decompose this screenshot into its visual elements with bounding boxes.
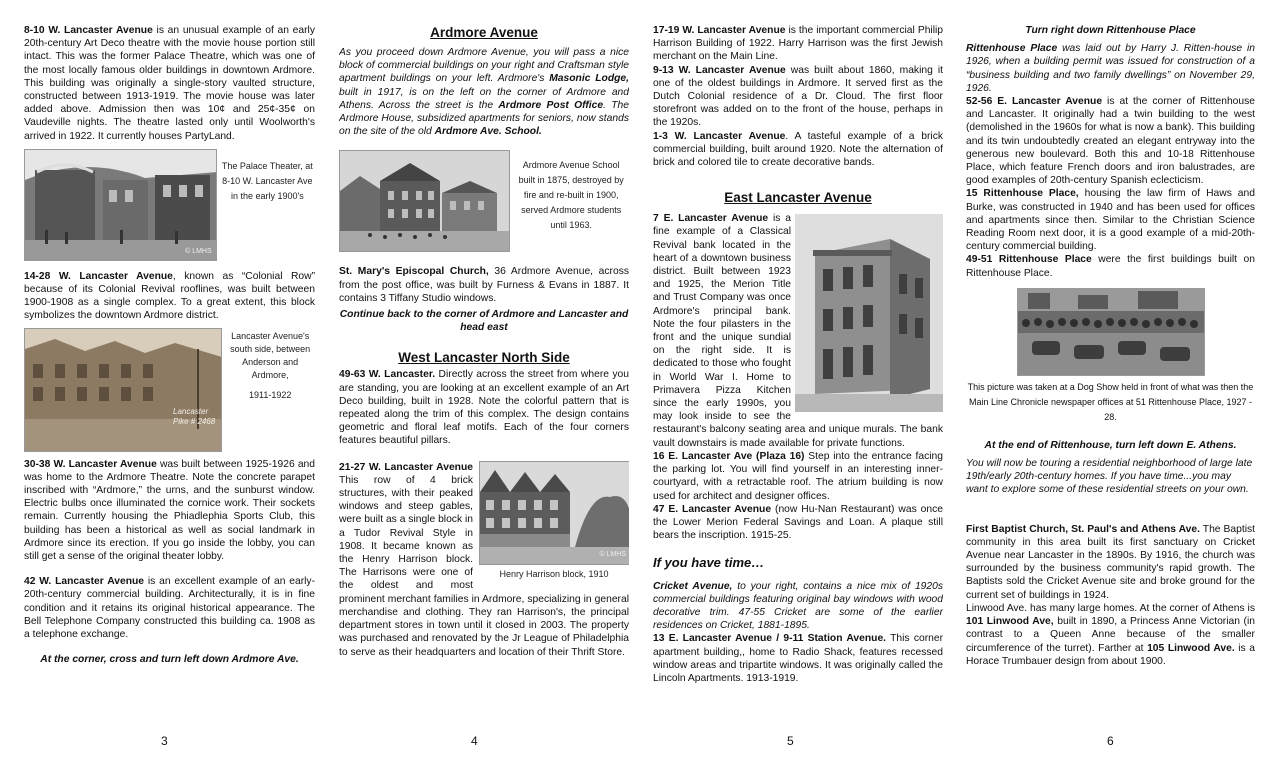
ardmore-school-photo: [339, 150, 510, 252]
harrison-block-photo: © LMHS: [479, 461, 629, 565]
page-number-5: 5: [787, 734, 794, 748]
east-lancaster-heading: East Lancaster Avenue: [724, 190, 872, 206]
plaza-16-paragraph: 16 E. Lancaster Ave (Plaza 16) Step into the entrance facing the parking lot. You will find yourself in an interesting inner-courtyard, with a retractable roof. The atrium building is now used for architect and designer offices.: [653, 450, 943, 502]
if-you-have-time-heading: If you have time…: [653, 555, 765, 571]
photo-sign-text: Lancaster Pike # 2468: [173, 406, 216, 426]
ardmore-school-caption: Ardmore Avenue School built in 1875, destroyed by fire and re-built in 1900, served Ardmore students until 1963.: [518, 160, 624, 231]
art-deco-paragraph: 49-63 W. Lancaster. Directly across the street from where you are standing, you are looking at an excellent example of an Art Deco building, built in 1928. Note the colorful pattern that is repeated along the trim of this complex. The design contains geometric and floral leaf motifs. Each of the four corners features beautiful pillars.: [339, 369, 629, 447]
lancaster-south-side-caption: Lancaster Avenue's south side, between Anderson and Ardmore, 1911-1922: [230, 330, 311, 400]
cricket-avenue-paragraph: Cricket Avenue, to your right, contains a nice mix of 1920s commercial buildings featuring original bay windows with wood decorative trim. 47-55 Cricket are some of the earlier residences on Cricket, 1881-1895.: [653, 580, 943, 632]
haws-burke-paragraph: 15 Rittenhouse Place, housing the law firm of Haws and Burke, was constructed in 1940 and has been used for offices and apartments since then. Similar to the Christian Science Reading Room next door, it is a good example of a mid-20th-century commercial building.: [966, 188, 1255, 253]
harrison-block-caption: Henry Harrison block, 1910: [499, 568, 609, 579]
page-3-column: [24, 24, 315, 666]
merion-bank-photo: [795, 214, 943, 412]
lincoln-apartments-paragraph: 13 E. Lancaster Avenue / 9-11 Station Avenue. This corner apartment building,, home to Radio Shack, features recessed window areas and tripartite windows. It was originally called the Lincoln Apartments. 1913-1919.: [653, 633, 943, 684]
ardmore-avenue-heading: Ardmore Avenue: [430, 25, 538, 40]
direction-athens: At the end of Rittenhouse, turn left down E. Athens.: [984, 439, 1237, 451]
rittenhouse-place-paragraph: Rittenhouse Place was laid out by Harry J. Ritten-house in 1926, when a building permit was issued for construction of a “business building and two family dwellings” on November 29, 1926.: [966, 43, 1255, 94]
page-5-column: [653, 24, 943, 685]
philip-harrison-paragraph: 17-19 W. Lancaster Avenue is the important commercial Philip Harrison Building of 1922. Harry Harrison was the first Jewish merchant on the Main Line.: [653, 25, 943, 63]
west-lancaster-heading: West Lancaster North Side: [398, 350, 570, 366]
harrison-block-paragraph: © LMHS Henry Harrison block, 1910 21-27 W. Lancaster Avenue This row of 4 brick structures, with their peaked windows and steep gables, were built as a single block in a Tudor Revival Style in 1908. It became known as the Henry Harrison block. The Harrisons were one of the oldest and most prominent merchant families in Ardmore, specializing in general merchandise and clothing. They ran Harrison's, the principal department stores in town until it closed in 2003. The property was purchased and renovated by the Jr League of Philadelphia to serve as their headquarters and location of their Thrift Store.: [339, 461, 629, 658]
colonial-row-paragraph: 14-28 W. Lancaster Avenue, known as “Colonial Row” because of its Colonial Revival rooflines, was built between 1900-1908 as a single complex. To a great extent, this block symbolizes the downtown Ardmore district.: [24, 270, 315, 322]
spanish-eclecticism-paragraph: 52-56 E. Lancaster Avenue is at the corner of Rittenhouse and Lancaster. It originally had a twin building to the west (demolished in the 1960s for what is now a bank). This building and its twin undoubtedly created an elegant entryway into the generous new boulevard. Both this and 10-18 Rittenhouse Place, which feature French doors and iron balustrades, are good examples of 20th-century Spanish eclecticism.: [966, 96, 1255, 187]
brick-commercial-paragraph: 1-3 W. Lancaster Avenue. A tasteful example of a brick commercial building, built around 1920. Note the alternation of brick and colored tile to create decorative bands.: [653, 130, 943, 169]
ardmore-school-figure: [339, 150, 629, 252]
page-number-6: 6: [1107, 734, 1114, 748]
colonial-row-figure: [24, 328, 315, 452]
palace-theatre-caption: The Palace Theater, at 8-10 W. Lancaster Ave in the early 1900's: [221, 160, 313, 201]
ardmore-avenue-intro: As you proceed down Ardmore Avenue, you will pass a nice block of commercial buildings on your right and Craftsman style apartment buildings on your left. Ardmore's Masonic Lodge, built in 1917, is on the left on the corner of Ardmore and Athens. Across the street is the Ardmore Post Office. The Ardmore House, subsidized apartments for seniors, now stands on the site of the old Ardmore Ave. School.: [339, 47, 629, 138]
ardmore-theatre-paragraph: 30-38 W. Lancaster Avenue was built between 1925-1926 and was home to the Ardmore Theatre. Note the concrete parapet inscribed with “Ardmore,” the urns, and the sunburst window. Electric bulbs once illuminated the cornice work. Their sockets remain. Currently housing the Phiadlephia Sports Club, this building has been a historical as well as social landmark in Ardmore since its erection. If you go inside the lobby, you can still get a sense of the original theater lobby.: [24, 458, 315, 563]
merion-bank-paragraph: 7 E. Lancaster Avenue is a fine example of a Classical Revival bank located in the heart of a downtown business district. Built between 1923 and 1925, the Merion Title and Trust Company was once Ardmore's principal bank. Note the four pilasters in the front and the unique sundial on the right side. It is dedicated to those who fought in World War I. Home to Primavera Pizza Kitchen since the early 1990s, you may look inside to see the restaurant's balcony seating area and unique murals. The bank vault downstairs is made available for private functions.: [653, 213, 943, 449]
first-baptist-paragraph: First Baptist Church, St. Paul's and Athens Ave. The Baptist community in this area built its first sanctuary on Cricket Avenue near Lancaster in the 1890s. By 1916, the church was surrounded by the business community's rapid growth. The Baptists sold the Cricket Avenue site and broke ground for the current set of buildings in 1924.: [966, 523, 1255, 601]
palace-theatre-photo: © LMHS: [24, 149, 217, 261]
palace-theatre-paragraph: 8-10 W. Lancaster Avenue is an unusual example of an early 20th-century Art Deco theatre with the movie house portion still intact. This was the former Palace Theatre, which was one of the most locally famous older buildings in downtown Ardmore. This building was originally a single-story vaulted structure, constructed between 1913-1919. The movie house was later added above. Admission then was 10¢ and 25¢-35¢ on Vaudeville nights. The theatre lasted only until Woolworth's arrived in 1922. It currently houses PartyLand.: [24, 25, 315, 142]
lancaster-south-side-photo: [24, 328, 222, 452]
harrison-block-figure: [479, 461, 629, 581]
residential-tour-note: You will now be touring a residential neighborhood of large late 19th/early 20th-century homes. If you have time...you may want to explore some of these residential streets on your own.: [966, 458, 1253, 496]
direction-continue-east: Continue back to the corner of Ardmore and Lancaster and head east: [339, 309, 629, 334]
page-number-3: 3: [161, 734, 168, 748]
dog-show-photo: [1017, 288, 1205, 376]
first-buildings-paragraph: 49-51 Rittenhouse Place were the first buildings built on Rittenhouse Place.: [966, 254, 1255, 279]
page-6-column: [966, 24, 1255, 668]
st-marys-paragraph: St. Mary's Episcopal Church, 36 Ardmore Avenue, across from the post office, was built by Furness & Evans in 1887. It contains 3 Tiffany Studio windows.: [339, 266, 629, 304]
direction-rittenhouse: Turn right down Rittenhouse Place: [1025, 25, 1196, 36]
palace-theatre-figure: [24, 149, 315, 261]
dog-show-caption: This picture was taken at a Dog Show held in front of what was then the Main Line Chronicle newspaper offices at 51 Rittenhouse Place, 1927 - 28.: [967, 381, 1254, 422]
page-number-4: 4: [471, 734, 478, 748]
dutch-colonial-paragraph: 9-13 W. Lancaster Avenue was built about 1860, making it one of the oldest buildings in Ardmore. It served first as the Dutch Colonial residence of a Dr. Cloud. The first floor storefront was added on to the front of the house, perhaps in the 1920s.: [653, 64, 943, 129]
bell-telephone-paragraph: 42 W. Lancaster Avenue is an excellent example of an early-20th-century commercial building. Architecturally, it is in fine condition and it retains its original historical appearance. The Bell Telephone Company constructed this building ca. 1908 as a telephone exchange.: [24, 576, 315, 641]
direction-ardmore-ave: At the corner, cross and turn left down Ardmore Ave.: [40, 654, 299, 666]
savings-loan-paragraph: 47 E. Lancaster Avenue (now Hu-Nan Restaurant) was once the Lower Merion Federal Savings and Loan. A plaque still bears the inscription. 1915-25.: [653, 503, 943, 542]
linwood-avenue-paragraph: Linwood Ave. has many large homes. At the corner of Athens is 101 Linwood Ave, built in 1890, a Princess Anne Victorian (in contrast to a Queen Anne because of the smaller circumference of the turret). Farther at 105 Linwood Ave. is a Horace Trumbauer design from about 1900.: [966, 602, 1255, 667]
page-4-column: [339, 24, 629, 659]
